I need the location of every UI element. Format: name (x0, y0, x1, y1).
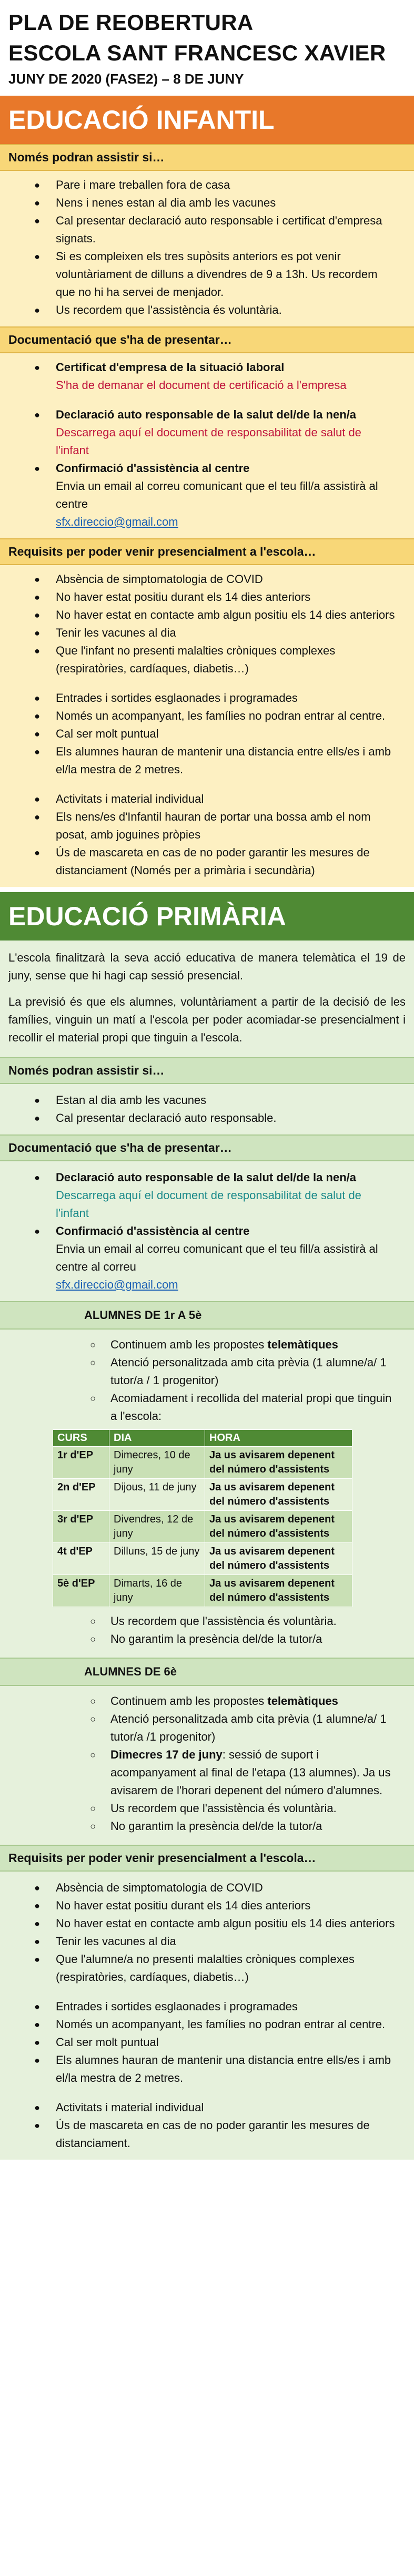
list-item: ○ Continuem amb les propostes telemàtiques (0, 1692, 406, 1710)
circle-bullet-icon: ○ (90, 1821, 96, 1832)
circle-bullet-icon: ○ (90, 1340, 96, 1350)
bullet-icon: ● (34, 693, 40, 703)
list-item (8, 406, 406, 459)
cert-note: S'ha de demanar el document de certificació a l'empresa (56, 379, 347, 392)
list-item: ● Els alumnes hauran de mantenir una distancia entre ells/es i amb el/la mestra de 2 metres. (8, 743, 406, 779)
bullet-icon: ● (34, 729, 40, 739)
decl-download-link[interactable]: Descarrega aquí el document de responsabilitat de salut de l'infant (56, 1189, 361, 1220)
list-item: ○ Us recordem que l'assistència és voluntària. (0, 1612, 406, 1630)
list-item: ● Si es compleixen els tres supòsits anteriors es pot venir voluntàriament de dilluns a divendres de 9 a 13h. Us recordem que no hi ha servei de menjador. (8, 248, 406, 301)
decl-title: Declaració auto responsable de la salut del/de la nen/a (56, 1171, 356, 1184)
list-item: ○ Dimecres 17 de juny: sessió de suport i acompanyament al final de l'etapa (13 alumnes). Ja us avisarem de l'horari depenent del número d'alumnes. (0, 1746, 406, 1800)
circle-bullet-icon: ○ (90, 1634, 96, 1644)
list-item: ● Cal presentar declaració auto responsable i certificat d'empresa signats. (8, 212, 406, 248)
bullet-icon: ● (34, 2120, 40, 2131)
circle-bullet-icon: ○ (90, 1696, 96, 1706)
cert-title: Certificat d'empresa de la situació laboral (56, 361, 285, 374)
primaria-reqs-heading: Requisits per poder venir presencialment a l'escola… (0, 1845, 414, 1872)
infantil-reqs-list (0, 565, 414, 887)
circle-bullet-icon: ○ (90, 1393, 96, 1404)
infantil-attend-heading: Només podran assistir si… (0, 144, 414, 171)
bullet-icon: ● (34, 711, 40, 721)
list-item: ● No haver estat en contacte amb algun positiu els 14 dies anteriors (8, 606, 406, 624)
primaria-docs-heading: Documentació que s'ha de presentar… (0, 1134, 414, 1161)
list-item: ● Activitats i material individual (8, 790, 406, 808)
list-item (8, 359, 406, 394)
header (0, 0, 414, 88)
infantil-banner: EDUCACIÓ INFANTIL (0, 96, 414, 144)
bullet-icon: ● (34, 812, 40, 822)
list-item: ● Que l'alumne/a no presenti malalties cròniques complexes (respiratòries, cardíaques, diabetis…) (8, 1950, 406, 1986)
list-item: ● No haver estat positiu durant els 14 dies anteriors (8, 588, 406, 606)
list-item: ○ Us recordem que l'assistència és voluntària. (0, 1800, 406, 1817)
bullet-icon: ● (34, 574, 40, 585)
list-item: ● Pare i mare treballen fora de casa (8, 176, 406, 194)
primaria-reqs-list (0, 1872, 414, 2160)
circle-bullet-icon: ○ (90, 1357, 96, 1368)
bullet-icon: ● (34, 362, 40, 373)
list-item: ● Tenir les vacunes al dia (8, 1933, 406, 1950)
table-row: 3r d'EP Divendres, 12 de juny Ja us avisarem depenent del número d'assistents (53, 1511, 352, 1543)
bullet-icon: ● (34, 794, 40, 804)
list-item: ● No haver estat positiu durant els 14 dies anteriors (8, 1897, 406, 1915)
infantil-docs-heading: Documentació que s'ha de presentar… (0, 326, 414, 353)
list-item: ● Absència de simptomatologia de COVID (8, 1879, 406, 1897)
circle-bullet-icon: ○ (90, 1750, 96, 1760)
bullet-icon: ● (34, 1095, 40, 1106)
bullet-icon: ● (34, 646, 40, 656)
list-item: ● Absència de simptomatologia de COVID (8, 570, 406, 588)
bullet-icon: ● (34, 2055, 40, 2066)
table-header: DIA (109, 1430, 205, 1447)
bullet-icon: ● (34, 2037, 40, 2048)
bullet-icon: ● (34, 1883, 40, 1893)
primaria-intro-1: L'escola finalitzarà la seva acció educativa de manera telemàtica el 19 de juny, sense que hi hagi cap sessió presencial. (8, 951, 406, 982)
table-row: 5è d'EP Dimarts, 16 de juny Ja us avisarem depenent del número d'assistents (53, 1575, 352, 1607)
primaria-attend-list (0, 1084, 414, 1134)
bullet-icon: ● (34, 628, 40, 638)
conf-title: Confirmació d'assistència al centre (56, 1224, 250, 1238)
email-link[interactable]: sfx.direccio@gmail.com (56, 1278, 178, 1291)
bullet-icon: ● (34, 216, 40, 226)
title-line-2: ESCOLA SANT FRANCESC XAVIER (8, 40, 386, 65)
list-item: ● Nens i nenes estan al dia amb les vacunes (8, 194, 406, 212)
list-item: ● Que l'infant no presenti malalties cròniques complexes (respiratòries, cardíaques, diabetis…) (8, 642, 406, 678)
list-item: ○ Acomiadament i recollida del material propi que tinguin a l'escola: (0, 1389, 406, 1425)
conf-text: Envia un email al correu comunicant que el teu fill/a assistirà al centre (56, 479, 378, 510)
email-link[interactable]: sfx.direccio@gmail.com (56, 515, 178, 528)
bullet-icon: ● (34, 305, 40, 315)
list-item: ● Tenir les vacunes al dia (8, 624, 406, 642)
table-row: 2n d'EP Dijous, 11 de juny Ja us avisarem depenent del número d'assistents (53, 1479, 352, 1511)
bullet-icon: ● (34, 1113, 40, 1123)
infantil-reqs-heading: Requisits per poder venir presencialment a l'escola… (0, 538, 414, 565)
bullet-icon: ● (34, 198, 40, 208)
conf-text: Envia un email al correu comunicant que el teu fill/a assistirà al centre al correu (56, 1242, 378, 1273)
list-item: ● Entrades i sortides esglaonades i programades (8, 1998, 406, 2016)
list-item: ● Els nens/es d'Infantil hauran de portar una bossa amb el nom posat, amb joguines pròpies (8, 808, 406, 844)
bullet-icon: ● (34, 2019, 40, 2030)
table-header: CURS (53, 1430, 109, 1447)
bullet-icon: ● (34, 1172, 40, 1183)
list-item: ● Entrades i sortides esglaonades i programades (8, 689, 406, 707)
circle-bullet-icon: ○ (90, 1803, 96, 1814)
list-item (8, 459, 406, 531)
bullet-icon: ● (34, 1900, 40, 1911)
list-item: ● Estan al dia amb les vacunes (8, 1091, 406, 1109)
primaria-section (0, 941, 414, 2160)
list-item: ● Només un acompanyant, les famílies no podran entrar al centre. (8, 707, 406, 725)
primaria-attend-heading: Només podran assistir si… (0, 1057, 414, 1084)
list-item (8, 1222, 406, 1294)
group-1-5-list (0, 1330, 414, 1658)
list-item: ● Ús de mascareta en cas de no poder garantir les mesures de distanciament. (8, 2117, 406, 2152)
infantil-docs-list (0, 353, 414, 538)
primaria-docs-list (0, 1161, 414, 1301)
list-item: ● Activitats i material individual (8, 2099, 406, 2117)
bullet-icon: ● (34, 747, 40, 757)
bullet-icon: ● (34, 1918, 40, 1929)
list-item: ○ No garantim la presència del/de la tutor/a (0, 1630, 406, 1648)
conf-title: Confirmació d'assistència al centre (56, 462, 250, 475)
list-item: ● Ús de mascareta en cas de no poder garantir les mesures de distanciament (Només per a primària i secundària) (8, 844, 406, 880)
list-item: ● Us recordem que l'assistència és voluntària. (8, 301, 406, 319)
list-item: ● Només un acompanyant, les famílies no podran entrar al centre. (8, 2016, 406, 2033)
list-item: ○ No garantim la presència del/de la tutor/a (0, 1817, 406, 1835)
list-item: ○ Atenció personalitzada amb cita prèvia (1 alumne/a/ 1 tutor/a / 1 progenitor) (0, 1354, 406, 1389)
bullet-icon: ● (34, 463, 40, 474)
decl-title: Declaració auto responsable de la salut del/de la nen/a (56, 408, 356, 421)
bullet-icon: ● (34, 592, 40, 602)
title-line-1: PLA DE REOBERTURA (8, 10, 254, 35)
infantil-attend-list (0, 171, 414, 326)
primaria-banner: EDUCACIÓ PRIMÀRIA (0, 892, 414, 941)
table-header-row (53, 1430, 352, 1447)
bullet-icon: ● (34, 1226, 40, 1236)
group-6-list (0, 1686, 414, 1845)
schedule-table (53, 1429, 352, 1607)
list-item: ○ Continuem amb les propostes telemàtiques (0, 1336, 406, 1354)
bullet-icon: ● (34, 2001, 40, 2012)
group-heading-1-5: ALUMNES DE 1r A 5è (0, 1301, 414, 1330)
table-row: 1r d'EP Dimecres, 10 de juny Ja us avisarem depenent del número d'assistents (53, 1447, 352, 1479)
date-line: JUNY DE 2020 (FASE2) – 8 DE JUNY (8, 71, 244, 87)
infantil-section (0, 144, 414, 887)
circle-bullet-icon: ○ (90, 1714, 96, 1724)
list-item: ○ Atenció personalitzada amb cita prèvia (1 alumne/a/ 1 tutor/a /1 progenitor) (0, 1710, 406, 1746)
primaria-intro-2: La previsió és que els alumnes, voluntàriament a partir de la decisió de les famílies, vinguin un matí a l'escola per poder acomiadar-se presencialment i recollir el material propi que tinguin a l'escola. (8, 995, 406, 1044)
list-item: ● No haver estat en contacte amb algun positiu els 14 dies anteriors (8, 1915, 406, 1933)
list-item (8, 1169, 406, 1222)
bullet-icon: ● (34, 847, 40, 858)
decl-download-link[interactable]: Descarrega aquí el document de responsabilitat de salut de l'infant (56, 426, 361, 457)
list-item: ● Cal presentar declaració auto responsable. (8, 1109, 406, 1127)
list-item: ● Els alumnes hauran de mantenir una distancia entre ells/es i amb el/la mestra de 2 metres. (8, 2051, 406, 2087)
bullet-icon: ● (34, 2102, 40, 2113)
list-item: ● Cal ser molt puntual (8, 725, 406, 743)
table-row: 4t d'EP Dilluns, 15 de juny Ja us avisarem depenent del número d'assistents (53, 1543, 352, 1575)
bullet-icon: ● (34, 180, 40, 190)
bullet-icon: ● (34, 1936, 40, 1947)
bullet-icon: ● (34, 251, 40, 262)
group-heading-6: ALUMNES DE 6è (0, 1658, 414, 1686)
circle-bullet-icon: ○ (90, 1616, 96, 1627)
bullet-icon: ● (34, 610, 40, 620)
list-item: ● Cal ser molt puntual (8, 2033, 406, 2051)
bullet-icon: ● (34, 410, 40, 420)
bullet-icon: ● (34, 1954, 40, 1965)
table-header: HORA (205, 1430, 352, 1447)
